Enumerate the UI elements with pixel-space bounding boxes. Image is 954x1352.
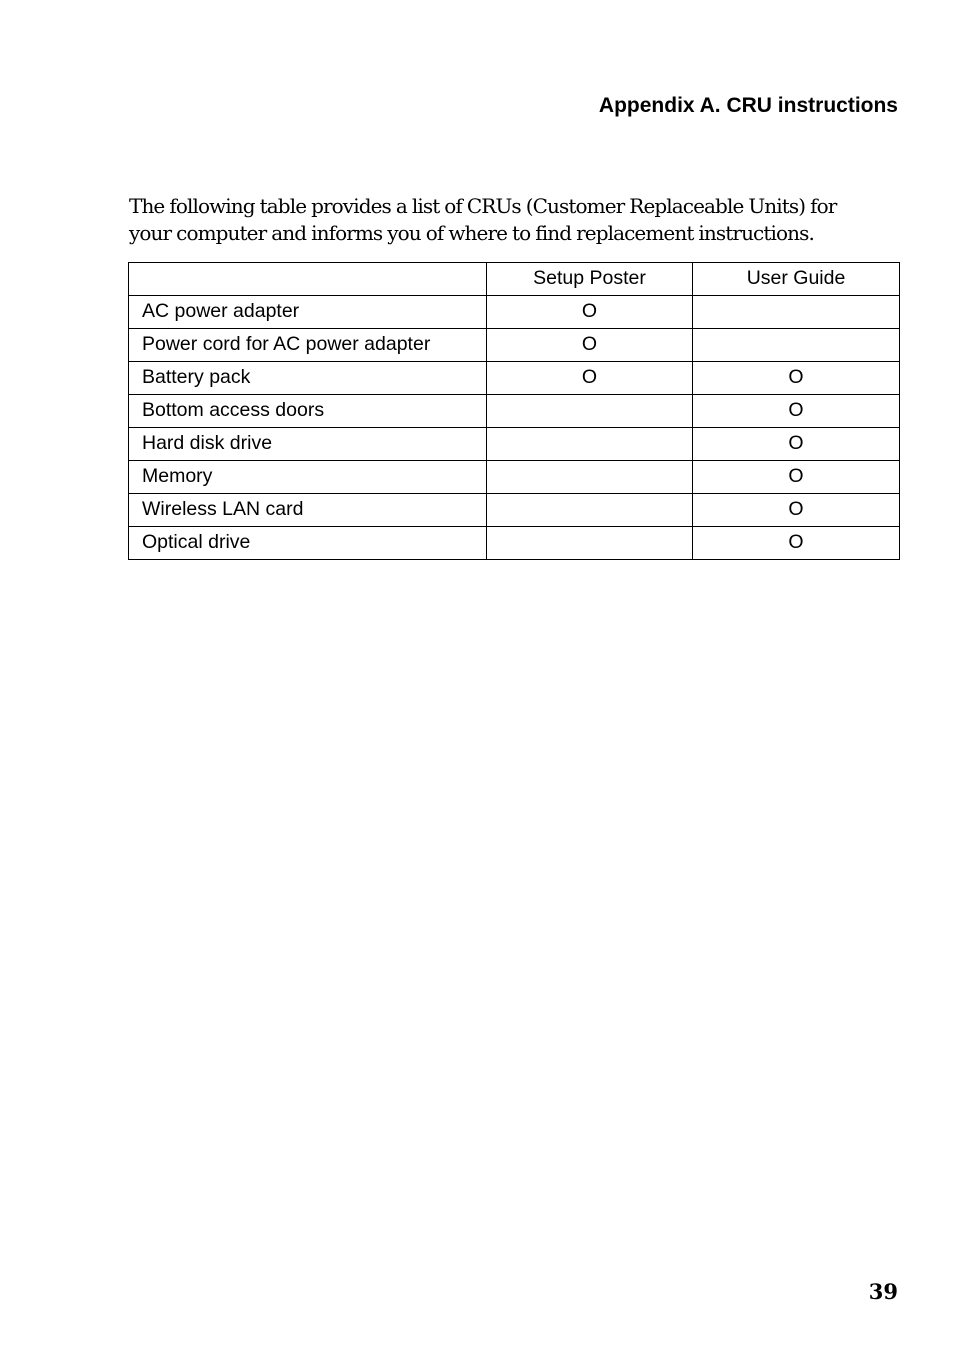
page-number: 39 — [868, 1279, 898, 1304]
cell-item: Memory — [129, 461, 487, 494]
cell-item: Hard disk drive — [129, 428, 487, 461]
cell-item: Optical drive — [129, 527, 487, 560]
column-header-setup-poster: Setup Poster — [487, 263, 693, 296]
table-row — [129, 494, 900, 527]
cru-table — [128, 262, 900, 560]
cell-setup-poster — [487, 461, 693, 494]
cell-item: AC power adapter — [129, 296, 487, 329]
table-row — [129, 428, 900, 461]
table-row — [129, 395, 900, 428]
column-header-user-guide: User Guide — [693, 263, 900, 296]
table-row — [129, 329, 900, 362]
cell-item: Power cord for AC power adapter — [129, 329, 487, 362]
cell-user-guide: O — [693, 362, 900, 395]
cell-item: Bottom access doors — [129, 395, 487, 428]
cell-user-guide: O — [693, 428, 900, 461]
cell-setup-poster — [487, 527, 693, 560]
column-header-item — [129, 263, 487, 296]
cell-user-guide — [693, 329, 900, 362]
cell-setup-poster — [487, 428, 693, 461]
table-row — [129, 461, 900, 494]
cell-item: Wireless LAN card — [129, 494, 487, 527]
table-row — [129, 362, 900, 395]
table-row — [129, 296, 900, 329]
cell-setup-poster: O — [487, 362, 693, 395]
intro-line-2: your computer and informs you of where to find replacement instructions. — [129, 221, 814, 245]
table-row — [129, 527, 900, 560]
cell-user-guide: O — [693, 395, 900, 428]
intro-paragraph — [129, 193, 909, 247]
cell-user-guide: O — [693, 494, 900, 527]
table-header-row — [129, 263, 900, 296]
cell-user-guide: O — [693, 527, 900, 560]
intro-line-1: The following table provides a list of CRUs (Customer Replaceable Units) for — [129, 194, 837, 218]
cell-setup-poster — [487, 494, 693, 527]
cell-user-guide: O — [693, 461, 900, 494]
cell-user-guide — [693, 296, 900, 329]
cell-setup-poster: O — [487, 329, 693, 362]
page-header-title: Appendix A. CRU instructions — [598, 94, 898, 117]
cell-item: Battery pack — [129, 362, 487, 395]
cell-setup-poster — [487, 395, 693, 428]
cell-setup-poster: O — [487, 296, 693, 329]
